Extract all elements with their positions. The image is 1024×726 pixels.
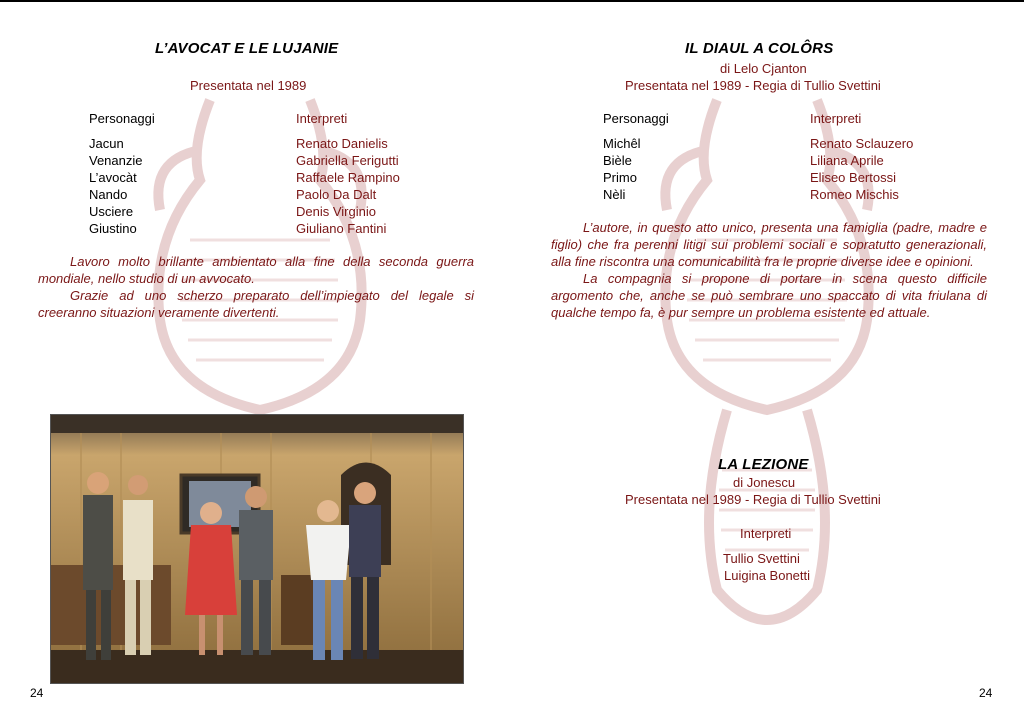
play-description bbox=[551, 219, 987, 321]
performers-column bbox=[810, 110, 913, 203]
second-play-performer: Tullio Svettini bbox=[723, 551, 800, 566]
characters-column bbox=[89, 110, 155, 237]
second-play-presentation: Presentata nel 1989 - Regia di Tullio Svettini bbox=[625, 492, 881, 507]
stage-photo bbox=[50, 414, 464, 684]
characters-header: Personaggi bbox=[89, 111, 155, 126]
right-page bbox=[512, 0, 1024, 726]
performer-name: Giuliano Fantini bbox=[296, 221, 387, 236]
performer-name: Eliseo Bertossi bbox=[810, 170, 896, 185]
stage-photo-image bbox=[51, 415, 463, 683]
performers-header: Interpreti bbox=[296, 111, 348, 126]
performer-name: Romeo Mischis bbox=[810, 187, 899, 202]
character-name: Michêl bbox=[603, 136, 641, 151]
presentation-line: Presentata nel 1989 - Regia di Tullio Svettini bbox=[625, 78, 881, 93]
character-name: Nando bbox=[89, 187, 128, 202]
performers-column bbox=[296, 110, 400, 237]
description-paragraph: L’autore, in questo atto unico, presenta una famiglia (padre, madre e figlio) che fra perenni litigi sui problemi sociali e sopratutto generazionali, alla fine riscontra una comunicabilità fra le proprie diverse idee e opinioni. bbox=[551, 220, 987, 269]
character-name: Primo bbox=[603, 170, 637, 185]
second-play-title: LA LEZIONE bbox=[718, 456, 809, 473]
description-paragraph: Grazie ad uno scherzo preparato dell’impiegato del legale si creeranno situazioni veramente divertenti. bbox=[38, 288, 474, 320]
character-name: Bièle bbox=[603, 153, 632, 168]
performer-name: Liliana Aprile bbox=[810, 153, 884, 168]
performer-name: Gabriella Ferigutti bbox=[296, 153, 399, 168]
character-name: L’avocàt bbox=[89, 170, 137, 185]
presentation-line: Presentata nel 1989 bbox=[190, 78, 307, 93]
description-paragraph: Lavoro molto brillante ambientato alla fine della seconda guerra mondiale, nello studio di un avvocato. bbox=[38, 254, 474, 286]
performer-name: Paolo Da Dalt bbox=[296, 187, 377, 202]
character-name: Nèli bbox=[603, 187, 626, 202]
play-title: L’AVOCAT E LE LUJANIE bbox=[155, 40, 339, 57]
character-name: Usciere bbox=[89, 204, 134, 219]
performers-header: Interpreti bbox=[810, 111, 862, 126]
description-paragraph: La compagnia si propone di portare in scena questo difficile argomento che, anche se può sembrare uno spaccato di vita friulana di qualche tempo fa, è pur sempre un problema esistente ed attuale. bbox=[551, 271, 987, 320]
character-name: Giustino bbox=[89, 221, 137, 236]
play-description bbox=[38, 253, 474, 321]
page-number: 24 bbox=[30, 686, 44, 700]
character-name: Venanzie bbox=[89, 153, 143, 168]
second-play-performers-header: Interpreti bbox=[740, 526, 792, 541]
author-line: di Lelo Cjanton bbox=[720, 61, 807, 76]
play-title: IL DIAUL A COLÔRS bbox=[685, 40, 834, 57]
performer-name: Raffaele Rampino bbox=[296, 170, 400, 185]
performer-name: Renato Sclauzero bbox=[810, 136, 914, 151]
characters-column bbox=[603, 110, 669, 203]
second-play-performer: Luigina Bonetti bbox=[724, 568, 811, 583]
character-name: Jacun bbox=[89, 136, 124, 151]
performer-name: Denis Virginio bbox=[296, 204, 376, 219]
second-play-author: di Jonescu bbox=[733, 475, 796, 490]
characters-header: Personaggi bbox=[603, 111, 669, 126]
page-number: 24 bbox=[979, 686, 993, 700]
performer-name: Renato Danielis bbox=[296, 136, 388, 151]
